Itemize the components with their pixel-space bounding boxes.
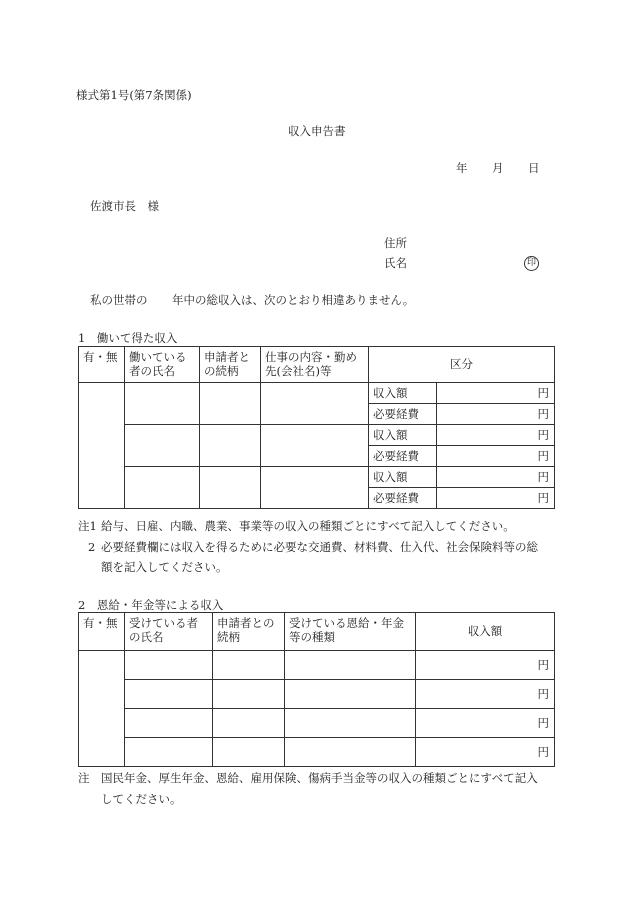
address-label: 住所: [384, 236, 407, 250]
income-amount-cell[interactable]: 円: [437, 425, 555, 446]
pension-type-cell[interactable]: [285, 651, 416, 680]
date-year-label: 年: [456, 161, 468, 175]
recipient-name-cell[interactable]: [125, 680, 213, 709]
relation-cell[interactable]: [200, 425, 261, 467]
pension-type-cell[interactable]: [285, 738, 416, 767]
statement-prefix: 私の世帯の: [90, 293, 148, 307]
pension-type-cell[interactable]: [285, 680, 416, 709]
job-cell[interactable]: [261, 467, 369, 509]
expense-amount-cell[interactable]: 円: [437, 446, 555, 467]
amount-cell[interactable]: 円: [416, 651, 555, 680]
col-relation-header: 申請者との続柄: [213, 613, 285, 651]
recipient-name-cell[interactable]: [125, 738, 213, 767]
col-amount-header: 収入額: [416, 613, 555, 651]
col-recipient-name-header: 受けている者の氏名: [125, 613, 213, 651]
earner-name-cell[interactable]: [125, 383, 200, 425]
col-earner-name-header: 働いている者の氏名: [125, 347, 200, 383]
income-label: 収入額: [369, 467, 437, 488]
relation-cell[interactable]: [200, 467, 261, 509]
section2-table: [78, 612, 555, 767]
relation-cell[interactable]: [213, 709, 285, 738]
expense-amount-cell[interactable]: 円: [437, 404, 555, 425]
form-number: 様式第1号(第7条関係): [76, 88, 192, 102]
date-day-label: 日: [528, 161, 540, 175]
relation-cell[interactable]: [213, 651, 285, 680]
income-label: 収入額: [369, 425, 437, 446]
col-job-header: 仕事の内容・勤め先(会社名)等: [261, 347, 369, 383]
presence-cell[interactable]: [79, 383, 125, 509]
note2-text: 必要経費欄には収入を得るために必要な交通費、材料費、仕入代、社会保険料等の総: [101, 540, 538, 554]
presence-cell[interactable]: [79, 651, 125, 767]
income-label: 収入額: [369, 383, 437, 404]
job-cell[interactable]: [261, 383, 369, 425]
expense-label: 必要経費: [369, 488, 437, 509]
amount-cell[interactable]: 円: [416, 738, 555, 767]
col-presence-header: 有・無: [79, 347, 125, 383]
seal-mark: 印: [524, 256, 539, 271]
note2-mark: 2: [88, 540, 96, 554]
amount-cell[interactable]: 円: [416, 709, 555, 738]
earner-name-cell[interactable]: [125, 425, 200, 467]
relation-cell[interactable]: [213, 680, 285, 709]
col-category-header: 区分: [369, 347, 555, 383]
form-title: 収入申告書: [288, 124, 346, 138]
note3-text-cont: してください。: [101, 792, 182, 806]
note3-mark: 注: [78, 771, 90, 785]
note1-text: 給与、日雇、内職、農業、事業等の収入の種類ごとにすべて記入してください。: [101, 519, 515, 533]
note3-text: 国民年金、厚生年金、恩給、雇用保険、傷病手当金等の収入の種類ごとにすべて記入: [101, 771, 538, 785]
note1-mark: 注1: [78, 519, 97, 533]
earner-name-cell[interactable]: [125, 467, 200, 509]
section1-title: 1 働いて得た収入: [78, 331, 178, 345]
section2-title: 2 恩給・年金等による収入: [78, 598, 224, 612]
income-amount-cell[interactable]: 円: [437, 383, 555, 404]
relation-cell[interactable]: [200, 383, 261, 425]
col-presence-header: 有・無: [79, 613, 125, 651]
recipient-name-cell[interactable]: [125, 651, 213, 680]
addressee: 佐渡市長 様: [90, 199, 159, 213]
expense-amount-cell[interactable]: 円: [437, 488, 555, 509]
expense-label: 必要経費: [369, 446, 437, 467]
note2-text-cont: 額を記入してください。: [101, 560, 228, 574]
col-relation-header: 申請者との続柄: [200, 347, 261, 383]
name-label: 氏名: [384, 256, 407, 270]
section1-table: [78, 346, 555, 509]
col-pension-type-header: 受けている恩給・年金等の種類: [285, 613, 416, 651]
relation-cell[interactable]: [213, 738, 285, 767]
date-month-label: 月: [492, 161, 504, 175]
amount-cell[interactable]: 円: [416, 680, 555, 709]
expense-label: 必要経費: [369, 404, 437, 425]
job-cell[interactable]: [261, 425, 369, 467]
statement-suffix: 年中の総収入は、次のとおり相違ありません。: [172, 293, 415, 307]
recipient-name-cell[interactable]: [125, 709, 213, 738]
pension-type-cell[interactable]: [285, 709, 416, 738]
income-amount-cell[interactable]: 円: [437, 467, 555, 488]
